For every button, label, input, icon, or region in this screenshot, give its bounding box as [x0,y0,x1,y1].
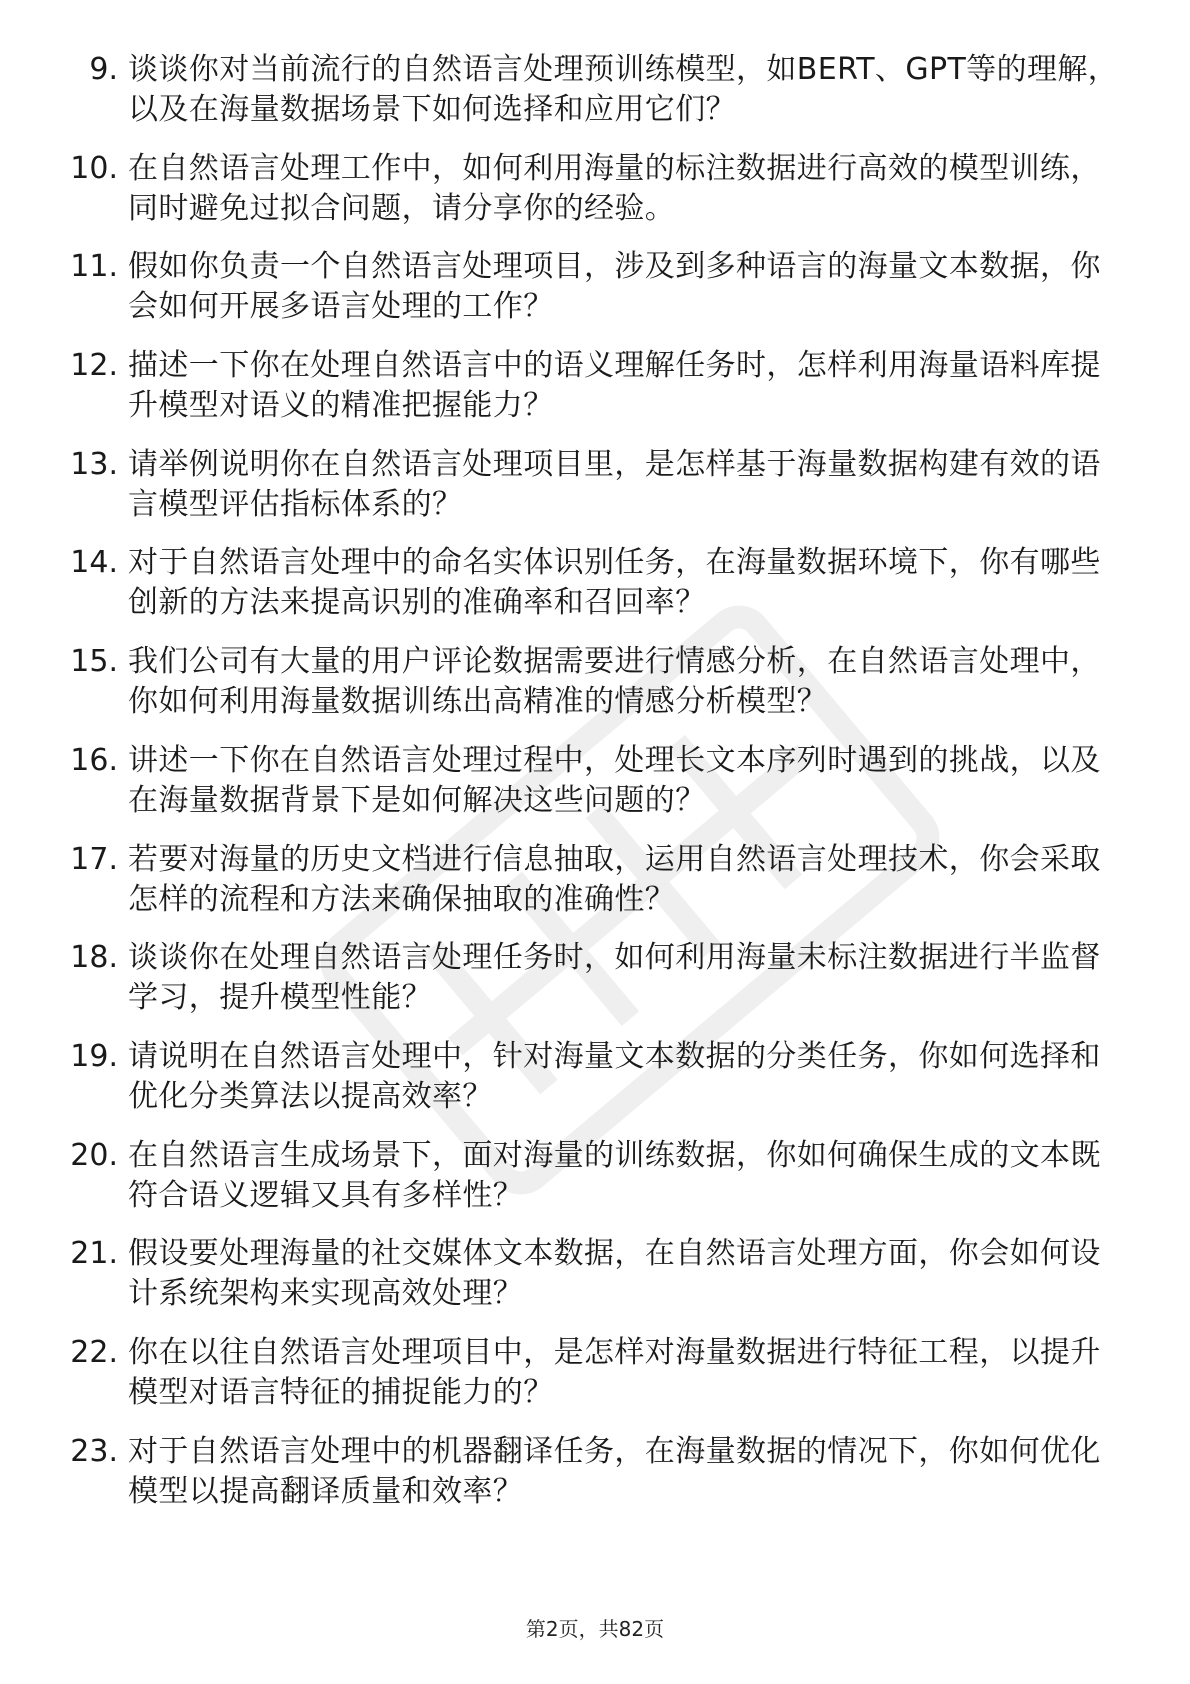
question-number: 21. [70,1236,118,1272]
question-number: 23. [70,1433,118,1469]
question-text: 请举例说明你在自然语言处理项目里，是怎样基于海量数据构建有效的语言模型评估指标体系的？ [128,446,1101,522]
question-text: 谈谈你在处理自然语言处理任务时，如何利用海量未标注数据进行半监督学习，提升模型性能？ [128,940,1101,1016]
question-item [56,50,1126,130]
question-number: 22. [70,1334,118,1370]
question-item [56,1234,1126,1314]
question-text: 谈谈你对当前流行的自然语言处理预训练模型，如BERT、GPT等的理解，以及在海量数据场景下如何选择和应用它们？ [128,52,1119,127]
page-footer [0,1616,1190,1642]
question-number: 11. [70,249,118,285]
question-text: 假设要处理海量的社交媒体文本数据，在自然语言处理方面，你会如何设计系统架构来实现高效处理？ [128,1236,1101,1312]
question-text: 对于自然语言处理中的机器翻译任务，在海量数据的情况下，你如何优化模型以提高翻译质量和效率？ [128,1433,1101,1509]
page-number-label: 第2页，共82页 [525,1617,665,1641]
question-number: 18. [70,940,118,976]
question-number: 19. [70,1038,118,1074]
question-text: 若要对海量的历史文档进行信息抽取，运用自然语言处理技术，你会采取怎样的流程和方法来确保抽取的准确性？ [128,841,1101,917]
question-list [56,50,1126,1530]
question-item [56,543,1126,623]
question-number: 15. [70,644,118,680]
question-item [56,938,1126,1018]
question-item [56,642,1126,722]
question-item [56,1136,1126,1216]
question-number: 14. [70,545,118,581]
question-text: 对于自然语言处理中的命名实体识别任务，在海量数据环境下，你有哪些创新的方法来提高识别的准确率和召回率？ [128,545,1101,621]
question-item [56,1333,1126,1413]
question-text: 讲述一下你在自然语言处理过程中，处理长文本序列时遇到的挑战，以及在海量数据背景下是如何解决这些问题的？ [128,742,1101,818]
question-item [56,840,1126,920]
question-item [56,247,1126,327]
question-number: 16. [70,742,118,778]
question-number: 10. [70,150,118,186]
question-text: 在自然语言处理工作中，如何利用海量的标注数据进行高效的模型训练，同时避免过拟合问题，请分享你的经验。 [128,150,1101,226]
question-text: 你在以往自然语言处理项目中，是怎样对海量数据进行特征工程，以提升模型对语言特征的捕捉能力的？ [128,1334,1101,1410]
question-number: 13. [70,446,118,482]
question-number: 20. [70,1137,118,1173]
question-item [56,1037,1126,1117]
question-text: 我们公司有大量的用户评论数据需要进行情感分析，在自然语言处理中，你如何利用海量数据训练出高精准的情感分析模型？ [128,644,1101,720]
question-number: 12. [70,348,118,384]
question-item [56,741,1126,821]
question-number: 17. [70,841,118,877]
question-text: 假如你负责一个自然语言处理项目，涉及到多种语言的海量文本数据，你会如何开展多语言处理的工作？ [128,249,1101,325]
question-item [56,1432,1126,1512]
question-text: 在自然语言生成场景下，面对海量的训练数据，你如何确保生成的文本既符合语义逻辑又具有多样性？ [128,1137,1101,1213]
question-item [56,149,1126,229]
question-text: 描述一下你在处理自然语言中的语义理解任务时，怎样利用海量语料库提升模型对语义的精准把握能力？ [128,348,1101,424]
question-item [56,445,1126,525]
question-number: 9. [89,52,118,87]
question-item [56,346,1126,426]
question-text: 请说明在自然语言处理中，针对海量文本数据的分类任务，你如何选择和优化分类算法以提高效率？ [128,1038,1101,1114]
